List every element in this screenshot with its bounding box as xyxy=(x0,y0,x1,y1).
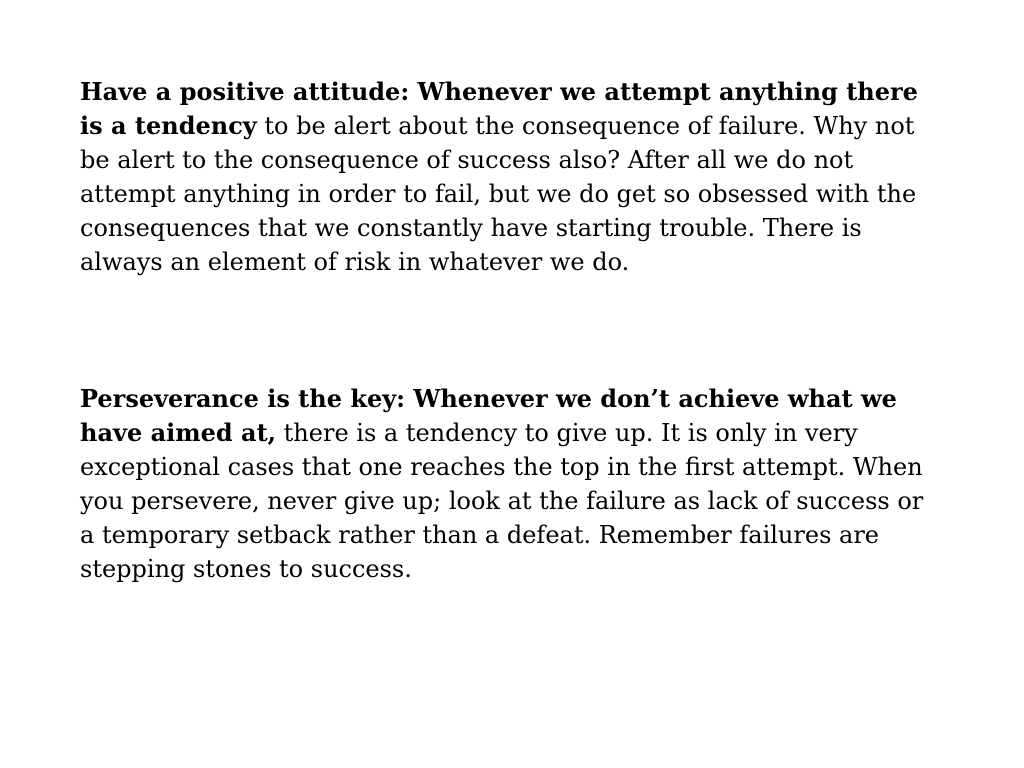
heading-positive-attitude: Have a positive attitude: Whenever we attempt anything there is a tendency xyxy=(80,77,918,140)
body-positive-attitude: to be alert about the consequence of failure. Why not be alert to the consequence of success also? After all we do not attempt anything in order to fail, but we do get so obsessed with the consequences that we constantly have starting trouble. There is always an element of risk in whatever we do. xyxy=(80,112,917,276)
body-perseverance: there is a tendency to give up. It is only in very exceptional cases that one reaches the top in the first attempt. When you persevere, never give up; look at the failure as lack of success or a temporary setback rather than a defeat. Remember failures are stepping stones to success. xyxy=(80,419,924,583)
paragraph-positive-attitude xyxy=(80,75,926,279)
heading-perseverance: Perseverance is the key: Whenever we don’t achieve what we have aimed at, xyxy=(80,384,897,447)
paragraph-perseverance xyxy=(80,382,926,586)
